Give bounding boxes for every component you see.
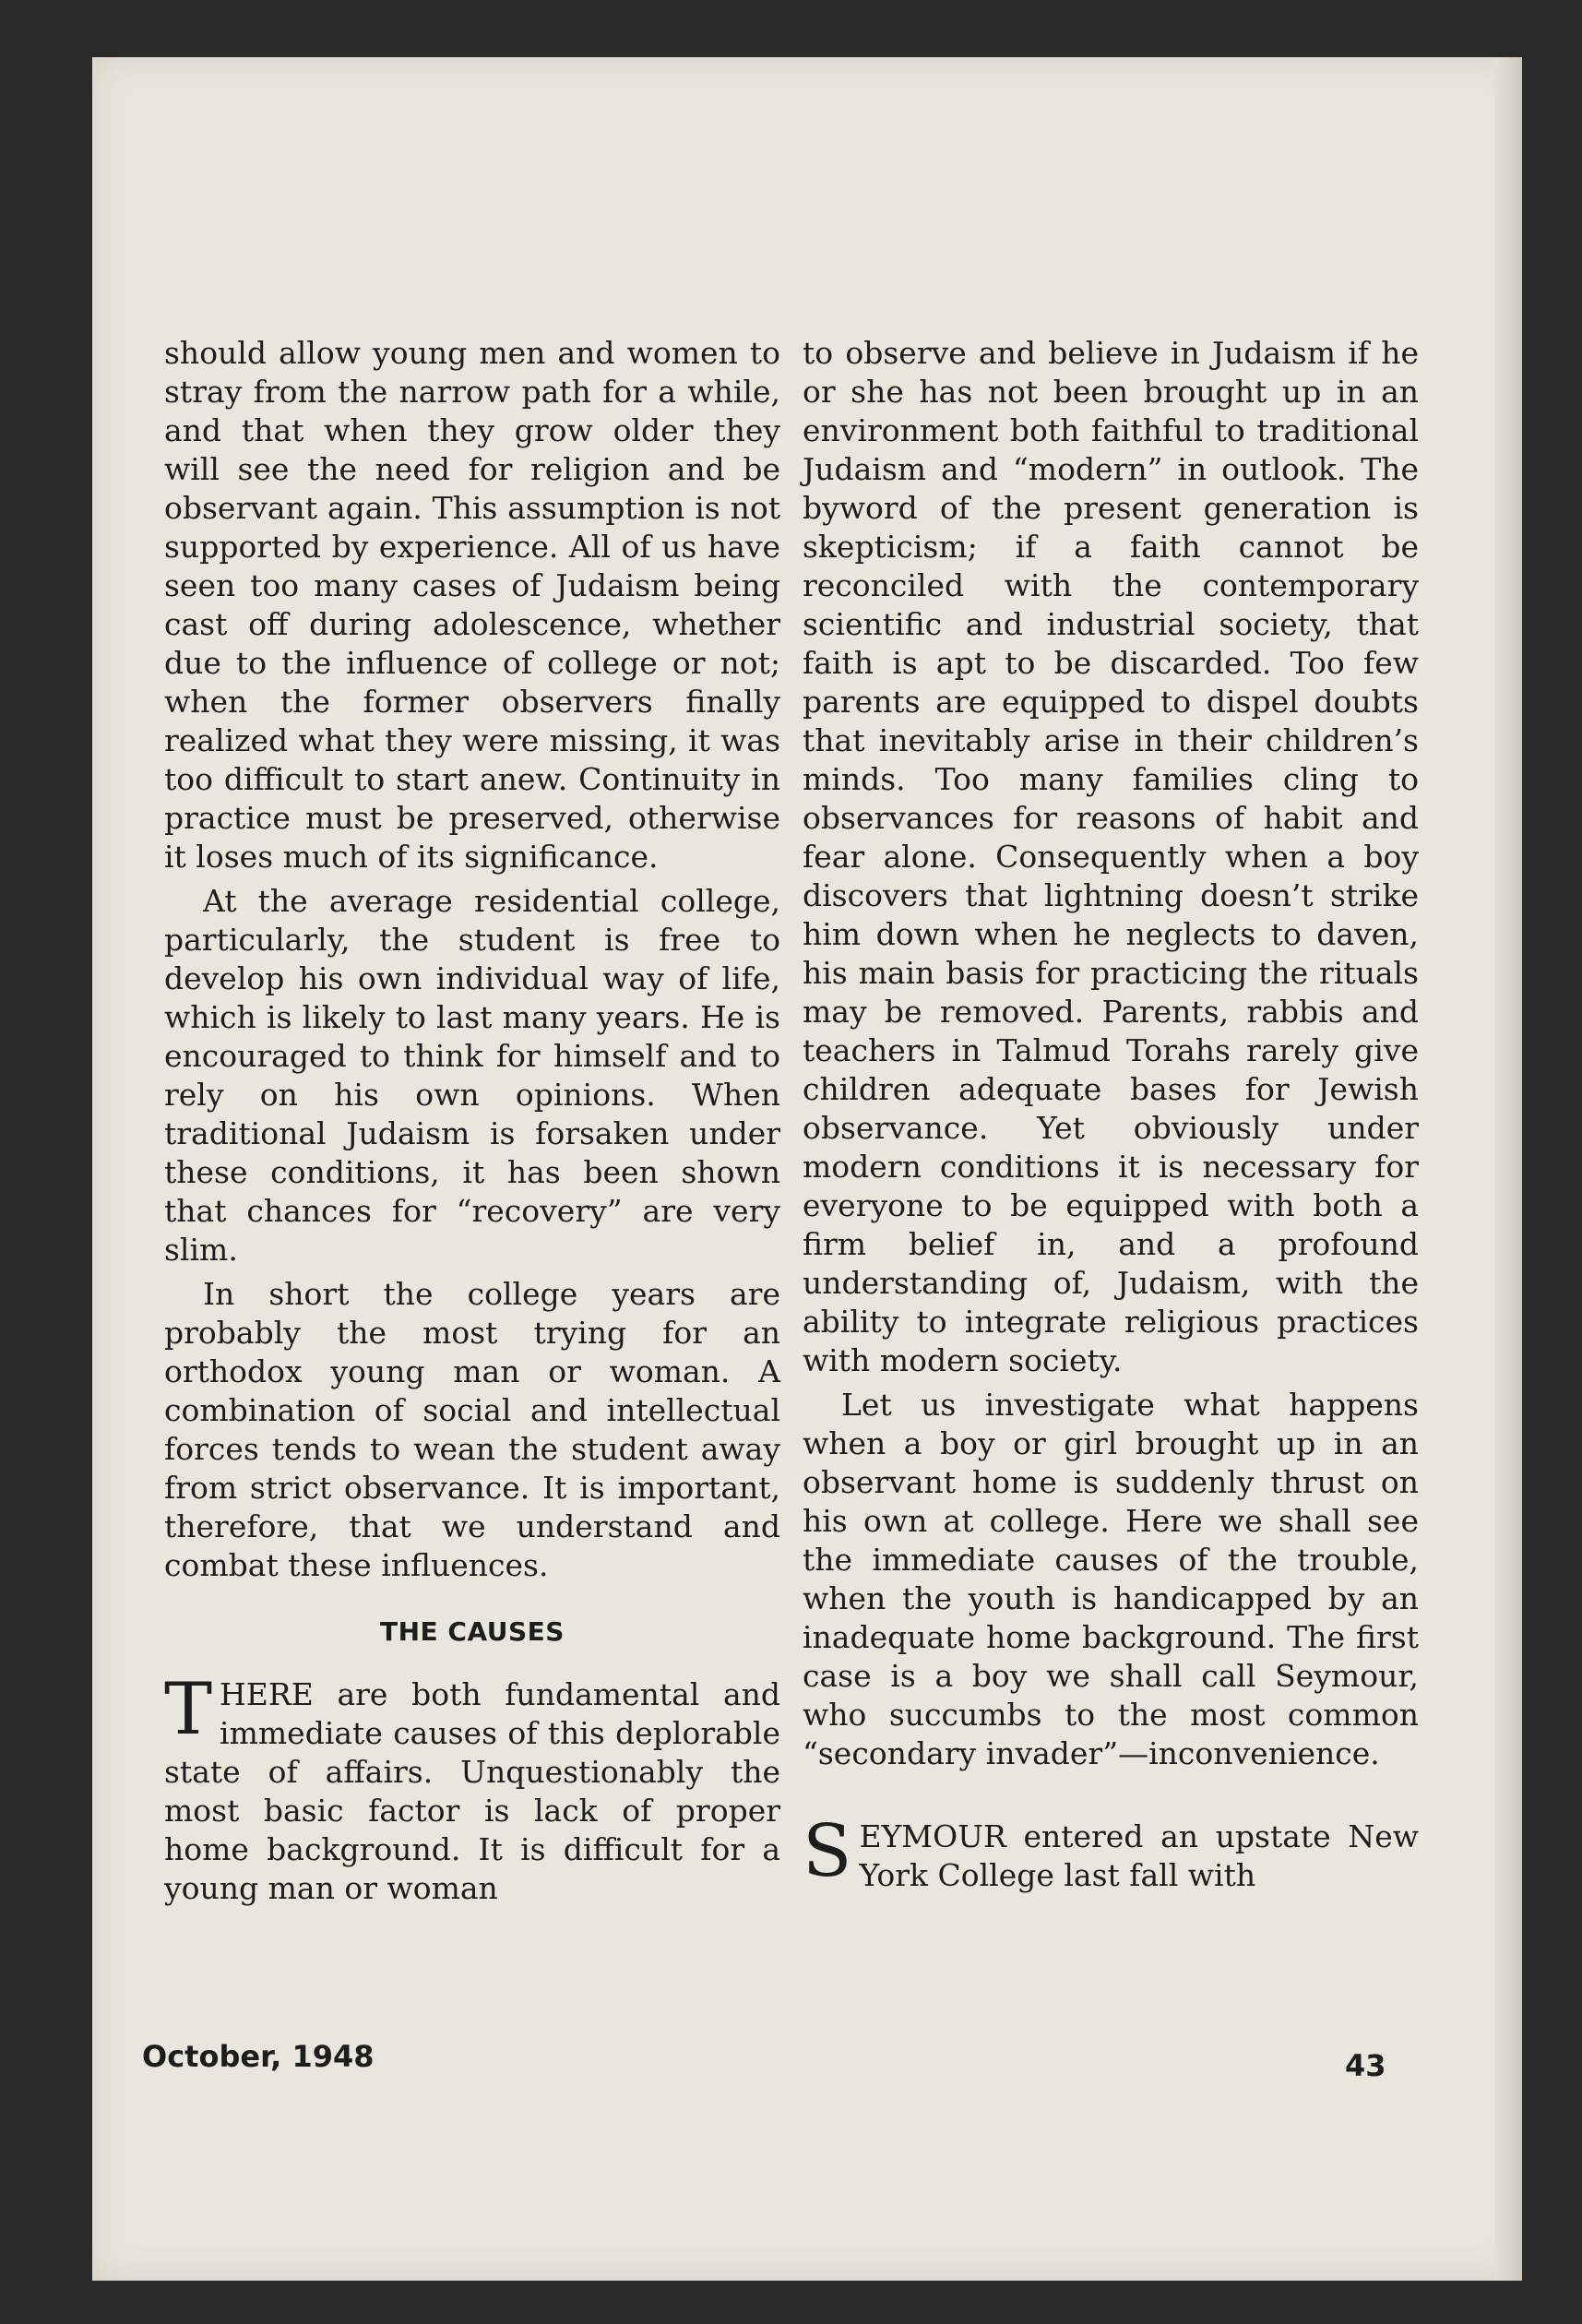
left-paragraph-3: In short the college years are probably the most trying for an orthodox young man or woman. A combination of social and intellectual forces tends to wean the student away from strict observance. It is important, therefore, that we understand and combat these influences.: [164, 1276, 780, 1583]
right-column: [803, 334, 1419, 1901]
page-edge: [1494, 57, 1522, 2281]
left-paragraph-4-text: HERE are both fundamental and immediate causes of this deplorable state of affairs. Unquestionably the most basic factor is lack of proper home background. It is difficult for a young man or woman: [164, 1676, 780, 1906]
page-number: 43: [1345, 2048, 1386, 2083]
drop-cap-letter: S: [803, 1810, 852, 1893]
right-paragraph-1: to observe and believe in Judaism if he or she has not been brought up in an environment both faithful to traditional Judaism and “modern” in outlook. The byword of the present generation is skepticism; if a faith cannot be reconciled with the contemporary scientific and industrial society, that faith is apt to be discarded. Too few parents are equipped to dispel doubts that inevitably arise in their children’s minds. Too many families cling to observances for reasons of habit and fear alone. Consequently when a boy discovers that lightning doesn’t strike him down when he neglects to daven, his main basis for practicing the rituals may be removed. Parents, rabbis and teachers in Talmud Torahs rarely give children adequate bases for Jewish observance. Yet obviously under modern conditions it is necessary for everyone to be equipped with both a firm belief in, and a profound understanding of, Judaism, with the ability to integrate religious practices with modern society.: [803, 335, 1419, 1378]
left-paragraph-4: [164, 1668, 780, 1908]
left-paragraph-2: At the average residential college, particularly, the student is free to develop his own individual way of life, which is likely to last many years. He is encouraged to think for himself and to rely on his own opinions. When traditional Judaism is forsaken under these conditions, it has been shown that chances for “recovery” are very slim.: [164, 883, 780, 1268]
issue-date: October, 1948: [142, 2039, 375, 2074]
left-paragraph-1: should allow young men and women to stray from the narrow path for a while, and that when they grow older they will see the need for religion and be observant again. This assumption is not supported by experience. All of us have seen too many cases of Judaism being cast off during adolescence, whether due to the influence of college or not; when the former observers finally realized what they were missing, it was too difficult to start anew. Continuity in practice must be preserved, otherwise it loses much of its significance.: [164, 335, 780, 875]
right-paragraph-2: Let us investigate what happens when a boy or girl brought up in an observant home is suddenly thrust on his own at college. Here we shall see the immediate causes of the trouble, when the youth is handicapped by an inadequate home background. The first case is a boy we shall call Seymour, who succumbs to the most common “secondary invader”—inconvenience.: [803, 1387, 1419, 1771]
section-heading: THE CAUSES: [380, 1616, 565, 1647]
magazine-page: [92, 57, 1522, 2281]
drop-cap-letter: T: [164, 1668, 213, 1751]
right-paragraph-3-text: EYMOUR entered an upstate New York College last fall with: [859, 1818, 1419, 1893]
left-column: [164, 334, 780, 1913]
right-paragraph-3: [803, 1810, 1419, 1895]
